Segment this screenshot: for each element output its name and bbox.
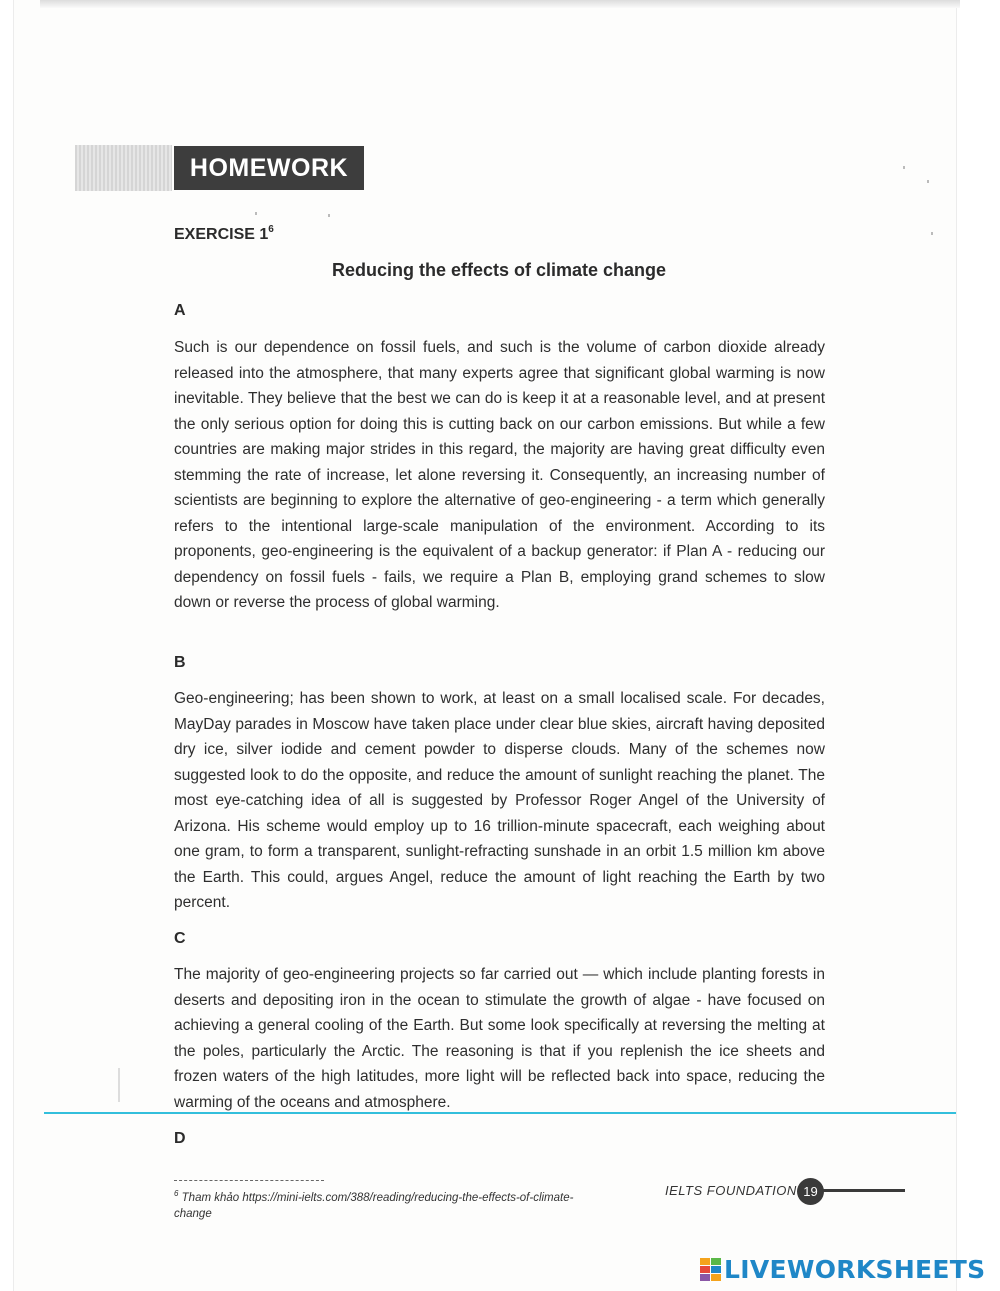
- passage-title: Reducing the effects of climate change: [331, 260, 667, 280]
- liveworksheets-wordmark: LIVEWORKSHEETS: [724, 1255, 986, 1284]
- section-label-b: B: [174, 654, 186, 671]
- scan-speck: [328, 214, 330, 217]
- liveworksheets-icon: [700, 1258, 722, 1282]
- liveworksheets-logo: [700, 1255, 985, 1284]
- footer-brand: IELTS FOUNDATION: [665, 1183, 797, 1198]
- section-label-c: C: [174, 930, 186, 947]
- homework-banner-shade: [75, 145, 172, 191]
- footnote-rule: [174, 1180, 324, 1181]
- exercise-footnote-mark: 6: [268, 224, 274, 235]
- footnote-mark: 6: [174, 1189, 179, 1198]
- scan-speck: [255, 212, 257, 215]
- scan-edge: [40, 0, 960, 8]
- answer-divider-line: [44, 1112, 956, 1114]
- paragraph-c: The majority of geo-engineering projects so far carried out — which include planting forests in deserts and depositing iron in the ocean to stimulate the growth of algae - have focused on achieving a general cooling of the Earth. But some look specifically at reversing the melting at the poles, particularly the Arctic. The reasoning is that if you replenish the ice sheets and frozen waters of the high latitudes, more light will be reflected back into space, reducing the warming of the oceans and atmosphere.: [174, 966, 825, 1111]
- scan-speck: [931, 232, 933, 235]
- page-number: 19: [797, 1178, 824, 1205]
- section-label-d: D: [174, 1130, 186, 1147]
- footnote-text: Tham khảo https://mini-ielts.com/388/reading/reducing-the-effects-of-climate-change: [174, 1191, 574, 1220]
- exercise-label: EXERCISE 1: [174, 226, 269, 243]
- footnote: [174, 1186, 594, 1222]
- exercise-heading: [174, 226, 274, 244]
- homework-badge: HOMEWORK: [174, 146, 364, 190]
- scan-speck: [927, 180, 929, 183]
- paragraph-b: Geo-engineering; has been shown to work, at least on a small localised scale. For decades, MayDay parades in Moscow have taken place under clear blue skies, aircraft having deposited dry ice, silver iodide and cement powder to disperse clouds. Many of the schemes now suggested look to do the opposite, and reduce the amount of sunlight reaching the planet. The most eye-catching idea of all is suggested by Professor Roger Angel of the University of Arizona. His scheme would employ up to 16 trillion-minute spacecraft, each weighing about one gram, to form a transparent, sunlight-refracting sunshade in an orbit 1.5 million km above the Earth. This could, argues Angel, reduce the amount of light reaching the Earth by two percent.: [174, 690, 825, 911]
- paragraph-a: Such is our dependence on fossil fuels, and such is the volume of carbon dioxide already released into the atmosphere, that many experts agree that significant global warming is now inevitable. They believe that the best we can do is keep it at a reasonable level, and at present the only serious option for doing this is cutting back on our carbon emissions. But while a few countries are making major strides in this regard, the majority are having great difficulty even stemming the rate of increase, let alone reversing it. Consequently, an increasing number of scientists are beginning to explore the alternative of geo-engineering - a term which generally refers to the intentional large-scale manipulation of the environment. According to its proponents, geo-engineering is the equivalent of a backup generator: if Plan A - reducing our dependency on fossil fuels - fails, we require a Plan B, employing grand schemes to slow down or reverse the process of global warming.: [174, 339, 825, 611]
- scan-speck: [903, 166, 905, 169]
- margin-mark: [118, 1068, 120, 1102]
- footer-rule: [822, 1189, 905, 1192]
- section-label-a: A: [174, 302, 186, 319]
